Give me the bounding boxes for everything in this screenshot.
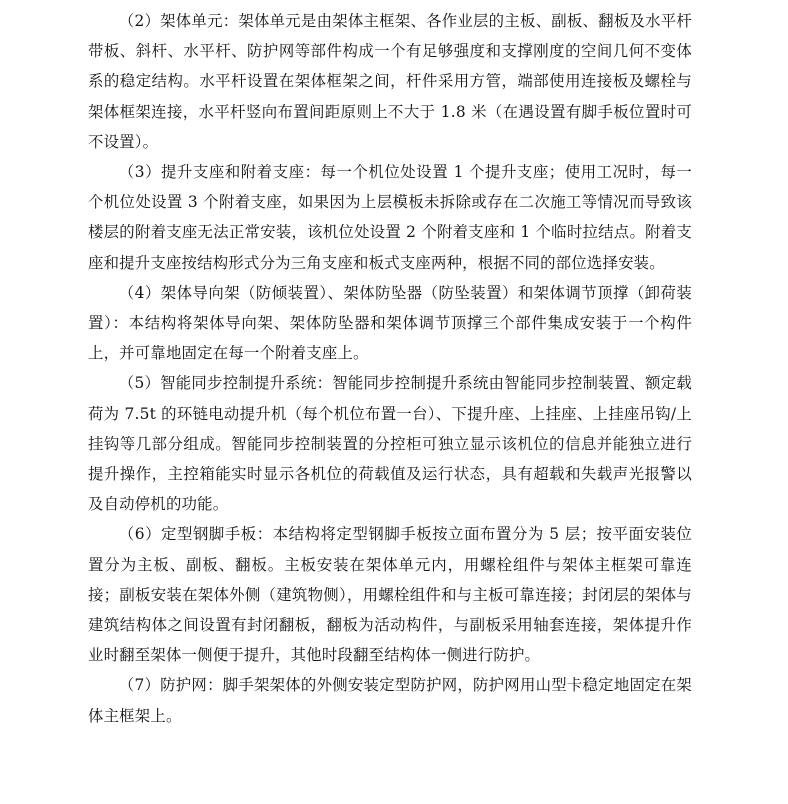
paragraph-guide-frame: （4）架体导向架（防倾装置）、架体防坠器（防坠装置）和架体调节顶撑（卸荷装置）：本结构将架体导向架、架体防坠器和架体调节顶撑三个部件集成安装于一个构件上，并可靠地固定在每一个附着支座上。 [88, 283, 692, 363]
paragraph-steel-board: （6）定型钢脚手板：本结构将定型钢脚手板按立面布置分为 5 层；按平面安装位置分为主板、副板、翻板。主板安装在架体单元内，用螺栓组件与架体主框架可靠连接；副板安装在架体外侧（建筑物侧），用螺栓组件和与主板可靠连接；封闭层的架体与建筑结构体之间设置有封闭翻板，翻板为活动构件，与副板采用轴套连接，架体提升作业时翻至架体一侧便于提升，其他时段翻至结构体一侧进行防护。 [88, 525, 692, 665]
paragraph-sync-control: （5）智能同步控制提升系统：智能同步控制提升系统由智能同步控制装置、额定载荷为 7.5t 的环链电动提升机（每个机位布置一台）、下提升座、上挂座、上挂座吊钩/上挂钩等几部分组成。智能同步控制装置的分控柜可独立显示该机位的信息并能独立进行提升操作，主控箱能实时显示各机位的荷载值及运行状态，具有超载和失载声光报警以及自动停机的功能。 [88, 374, 692, 514]
document-body [88, 6, 692, 731]
paragraph-lifting-support: （3）提升支座和附着支座：每一个机位处设置 1 个提升支座；使用工况时，每一个机位处设置 3 个附着支座，如果因为上层模板未拆除或存在二次施工等情况而导致该楼层的附着支座无法正常安装，该机位处设置 2 个附着支座和 1 个临时拉结点。附着支座和提升支座按结构形式分为三角支座和板式支座两种，根据不同的部位选择安装。 [88, 163, 692, 272]
paragraph-frame-unit: （2）架体单元：架体单元是由架体主框架、各作业层的主板、副板、翻板及水平杆带板、斜杆、水平杆、防护网等部件构成一个有足够强度和支撑刚度的空间几何不变体系的稳定结构。水平杆设置在架体框架之间，杆件采用方管，端部使用连接板及螺栓与架体框架连接，水平杆竖向布置间距原则上不大于 1.8 米（在遇设置有脚手板位置时可不设置）。 [88, 12, 692, 151]
paragraph-protection-net: （7）防护网：脚手架架体的外侧安装定型防护网，防护网用山型卡稳定地固定在架体主框架上。 [88, 676, 692, 725]
